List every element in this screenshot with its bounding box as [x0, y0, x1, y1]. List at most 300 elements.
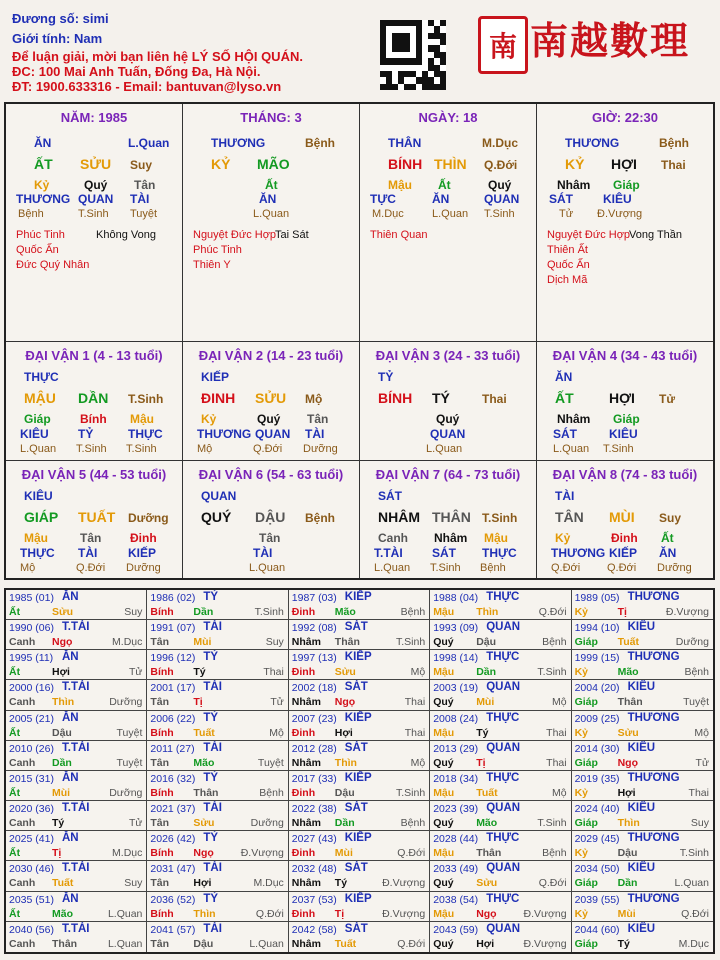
year-label: 2039 (55) [574, 893, 620, 906]
dai-van-hidden-stem: Kỷ [555, 531, 571, 545]
year-cell [6, 771, 147, 801]
dai-van-hidden-stage: L.Quan [20, 443, 57, 455]
year-branch: Thân [617, 696, 643, 709]
dai-van-stage: Dưỡng [128, 511, 169, 525]
year-god: T.TÀI [62, 621, 90, 634]
year-stem: Tân [150, 877, 170, 890]
year-branch: Thìn [52, 696, 75, 709]
dai-van-hidden-stage: T.Sinh [430, 562, 461, 574]
hidden-stem: Tân [134, 178, 156, 192]
year-branch: Ngọ [476, 907, 497, 920]
year-stem: Tân [150, 636, 170, 649]
dai-van-hidden-god: TÀI [305, 427, 325, 441]
year-cell [430, 741, 571, 771]
year-cell [430, 680, 571, 710]
special-star-right: Tai Sát [275, 229, 309, 241]
dai-van-stage: Mộ [305, 392, 323, 406]
year-label: 1993 (09) [433, 622, 479, 635]
year-cell [6, 831, 147, 861]
bazi-chart [4, 102, 715, 580]
year-stage: Suy [265, 636, 284, 649]
year-god: T.TÀI [62, 741, 90, 754]
year-label: 2002 (18) [291, 682, 337, 695]
year-stem: Canh [9, 696, 36, 709]
year-god: THỰC [486, 771, 520, 784]
dai-van-hidden-stem: Kỷ [201, 412, 217, 426]
year-stage: Mộ [410, 756, 426, 769]
year-stage: T.Sinh [396, 636, 426, 649]
dai-van-hidden-god: KIÊU [20, 427, 49, 441]
year-stem: Mậu [433, 666, 455, 679]
year-stem: Kỷ [574, 907, 589, 920]
year-cell [289, 711, 430, 741]
year-stage: Mộ [552, 786, 567, 799]
year-cell [289, 801, 430, 831]
dai-van-title: ĐẠI VẬN 3 (24 - 33 tuổi) [375, 348, 521, 363]
year-stem: Quý [433, 696, 454, 709]
dai-van-hidden-god: THỰC [482, 546, 517, 560]
year-cell [289, 650, 430, 680]
year-stage: L.Quan [107, 937, 143, 950]
year-label: 2015 (31) [9, 772, 54, 785]
dai-van-hidden-stem: Quý [436, 412, 460, 426]
dai-van-stage: T.Sinh [128, 392, 164, 406]
year-label: 2017 (33) [291, 772, 337, 785]
dai-van-title: ĐẠI VẬN 7 (64 - 73 tuổi) [375, 467, 521, 482]
year-branch: Dậu [52, 726, 72, 739]
year-god: TÀI [203, 621, 222, 634]
year-stage: Bệnh [400, 817, 426, 830]
dai-van-stage: Thai [482, 392, 507, 406]
year-cell [572, 892, 713, 922]
year-branch: Tuất [476, 786, 498, 799]
year-branch: Ngọ [193, 847, 214, 860]
dai-van-hidden-god: KIÊU [609, 427, 638, 441]
year-stage: Bệnh [542, 847, 567, 860]
year-stem: Canh [9, 636, 36, 649]
year-stage: Tuyệt [257, 756, 284, 769]
dai-van-hidden-stage: L.Quan [374, 562, 411, 574]
year-god: THƯƠNG [627, 651, 680, 664]
dai-van-title: ĐẠI VẬN 8 (74 - 83 tuổi) [552, 467, 698, 482]
hidden-god: SÁT [549, 192, 573, 206]
dai-van-stem: MẬU [24, 390, 56, 406]
year-stage: Suy [124, 877, 143, 890]
dai-van-hidden-stage: L.Quan [249, 562, 286, 574]
dai-van-branch: MÙI [609, 509, 635, 525]
year-stage: Thai [546, 756, 567, 769]
year-label: 2012 (28) [291, 742, 337, 755]
year-god: TÀI [203, 802, 222, 815]
dai-van-title: ĐẠI VẬN 1 (4 - 13 tuổi) [25, 348, 163, 363]
year-stage: Mộ [694, 726, 709, 739]
year-cell [147, 922, 288, 952]
year-stem: Canh [9, 817, 36, 830]
year-label: 2031 (47) [150, 863, 196, 876]
year-stem: Quý [433, 636, 454, 649]
year-branch: Tuất [52, 877, 74, 890]
dai-van-hidden-god: TÀI [253, 546, 273, 560]
dai-van-hidden-stage: Q.Đới [76, 562, 106, 574]
dai-van-hidden-god: T.TÀI [374, 546, 403, 560]
dai-van-branch: HỢI [609, 390, 635, 406]
pillar-title: NĂM: 1985 [60, 110, 128, 125]
dai-van-hidden-stem: Giáp [24, 412, 51, 426]
year-label: 1986 (02) [150, 592, 196, 604]
year-god: KIẾP [344, 832, 372, 845]
dai-van-stem: QUÝ [201, 509, 232, 525]
year-branch: Tuất [334, 937, 357, 950]
year-cell [147, 711, 288, 741]
special-star: Nguyệt Đức Hợp [547, 229, 631, 241]
year-stem: Giáp [574, 636, 598, 649]
year-branch: Tý [617, 937, 630, 950]
dai-van-stem: TÂN [555, 509, 584, 525]
year-god: QUAN [486, 922, 521, 935]
year-branch: Ngọ [334, 696, 356, 709]
year-label: 2038 (54) [433, 893, 479, 906]
year-label: 1992 (08) [291, 622, 337, 635]
year-branch: Mùi [617, 907, 636, 920]
year-cell [6, 620, 147, 650]
year-branch: Dần [476, 666, 497, 679]
year-branch: Dần [52, 756, 72, 769]
year-god: THỰC [486, 892, 520, 905]
hidden-stem: Giáp [613, 178, 640, 192]
year-branch: Dần [334, 817, 355, 830]
dai-van-god: THỰC [24, 370, 59, 384]
year-god: QUAN [486, 741, 521, 754]
year-branch: Ngọ [617, 756, 639, 769]
year-god: THƯƠNG [627, 832, 680, 845]
year-label: 2006 (22) [150, 712, 196, 725]
year-stage: Mộ [410, 666, 426, 679]
year-stem: Ất [9, 907, 21, 920]
year-branch: Thìn [193, 907, 216, 920]
year-stage: Dưỡng [109, 786, 143, 799]
year-label: 2036 (52) [150, 893, 196, 906]
year-god: TÀI [203, 862, 222, 875]
dai-van-hidden-stage: Dưỡng [657, 562, 692, 574]
year-stem: Quý [433, 756, 454, 769]
year-stem: Mậu [433, 907, 455, 920]
brand-logo: 南越數理 [530, 18, 691, 63]
dai-van-hidden-stem: Tân [80, 531, 102, 545]
year-stage: Q.Đới [538, 606, 567, 618]
year-stem: Đinh [291, 786, 316, 799]
year-label: 1994 (10) [574, 622, 620, 635]
year-god: KIÊU [627, 802, 656, 815]
year-god: T.TÀI [62, 681, 90, 694]
dai-van-stem: NHÂM [378, 509, 420, 525]
pillar-top-right: M.Dục [482, 136, 518, 150]
seal-stamp: 南 [478, 16, 528, 74]
year-cell [430, 590, 571, 620]
dai-van-hidden-stem: Nhâm [557, 412, 591, 426]
hidden-stem: Quý [84, 178, 108, 192]
hidden-stem: Quý [488, 178, 512, 192]
dai-van-hidden-stem: Tân [307, 412, 329, 426]
year-cell [430, 831, 571, 861]
hidden-god: KIÊU [603, 192, 632, 206]
year-cell [289, 922, 430, 952]
year-stage: Đ.Vượng [523, 937, 567, 950]
hidden-stem: Kỷ [34, 178, 50, 192]
year-stage: Bệnh [259, 786, 284, 799]
hidden-stage: L.Quan [432, 208, 469, 220]
year-stage: Tuyệt [116, 726, 143, 739]
dai-van-god: SÁT [378, 489, 402, 503]
year-stem: Kỷ [574, 606, 589, 618]
year-branch: Hợi [52, 666, 70, 679]
year-label: 2023 (39) [433, 803, 479, 816]
year-branch: Mão [476, 817, 498, 830]
year-stem: Bính [150, 847, 174, 860]
dai-van-cell [183, 342, 360, 461]
dai-van-branch: SỬU [255, 390, 287, 406]
year-branch: Tị [617, 606, 627, 618]
dai-van-hidden-stage: T.Sinh [603, 443, 634, 455]
year-label: 2005 (21) [9, 712, 54, 725]
year-branch: Sửu [334, 666, 356, 679]
dai-van-branch: DẬU [255, 509, 286, 525]
year-stem: Đinh [291, 606, 316, 618]
dai-van-hidden-stage: Q.Đới [551, 562, 581, 574]
special-star-right: Không Vong [96, 229, 156, 241]
year-stage: Tuyệt [116, 756, 143, 769]
year-cell [147, 892, 288, 922]
dai-van-hidden-god: KIẾP [128, 546, 157, 560]
pillar-stem-god: THƯƠNG [565, 136, 620, 150]
pillar-stem: KỶ [211, 156, 231, 172]
gender: Giới tính: Nam [12, 31, 103, 46]
pillar-stem: ẤT [34, 156, 53, 172]
year-stage: L.Quan [674, 877, 709, 890]
year-stage: Dưỡng [250, 817, 284, 830]
year-branch: Thìn [334, 756, 357, 769]
hidden-stage: Tử [559, 208, 574, 220]
pillar-cell [183, 104, 360, 342]
dai-van-stem: BÍNH [378, 390, 413, 406]
year-god: QUAN [486, 802, 521, 815]
year-branch: Thìn [617, 817, 640, 830]
year-stage: L.Quan [107, 907, 143, 920]
year-cell [572, 801, 713, 831]
dai-van-hidden-stage: L.Quan [553, 443, 590, 455]
dai-van-hidden-god: QUAN [255, 427, 291, 441]
dai-van-hidden-stem: Giáp [613, 412, 640, 426]
year-cell [289, 892, 430, 922]
pillar-branch: HỢI [611, 156, 637, 172]
year-stage: Đ.Vượng [665, 606, 709, 618]
year-cell [572, 922, 713, 952]
year-label: 2013 (29) [433, 742, 479, 755]
dai-van-hidden-stem: Đinh [611, 531, 638, 545]
year-stem: Nhâm [291, 636, 321, 649]
year-label: 2044 (60) [574, 923, 620, 936]
year-stem: Bính [150, 726, 174, 739]
year-label: 1990 (06) [9, 622, 54, 635]
year-cell [430, 711, 571, 741]
year-stage: Bệnh [684, 666, 709, 679]
year-god: ĂN [62, 711, 79, 724]
year-branch: Hợi [334, 726, 353, 739]
year-stem: Tân [150, 937, 170, 950]
year-stem: Giáp [574, 877, 598, 890]
year-branch: Tý [193, 666, 206, 679]
pillar-top-right: Bệnh [659, 136, 689, 150]
year-stage: M.Dục [112, 847, 143, 860]
pillar-title: NGÀY: 18 [418, 110, 478, 125]
pillar-branch: THÌN [434, 156, 467, 172]
year-label: 2011 (27) [150, 742, 195, 755]
year-god: ĂN [62, 832, 79, 845]
year-god: T.TÀI [62, 862, 90, 875]
special-star: Quốc Ấn [547, 259, 590, 271]
year-label: 2010 (26) [9, 742, 54, 755]
hidden-stem: Ất [265, 178, 278, 192]
year-god: SÁT [344, 621, 368, 634]
hidden-god: TÀI [130, 192, 150, 206]
year-stem: Ất [9, 606, 21, 618]
year-branch: Dần [193, 606, 214, 618]
year-stage: Đ.Vượng [382, 877, 426, 890]
contact-line: Để luận giải, mời bạn liên hệ LÝ SỐ HỘI QUÁN. [12, 49, 303, 64]
dai-van-title: ĐẠI VẬN 4 (34 - 43 tuổi) [552, 348, 698, 363]
year-stage: Q.Đới [681, 907, 709, 920]
year-stem: Canh [9, 877, 36, 890]
year-stem: Ất [9, 666, 21, 679]
hidden-god: ĂN [259, 192, 277, 206]
dai-van-title: ĐẠI VẬN 6 (54 - 63 tuổi) [198, 467, 344, 482]
dai-van-god: ĂN [555, 370, 573, 384]
dai-van-god: KIẾP [201, 370, 230, 384]
year-branch: Dậu [476, 636, 497, 649]
year-god: THƯƠNG [627, 711, 680, 724]
year-stage: Đ.Vượng [240, 847, 284, 860]
dai-van-hidden-stage: Dưỡng [126, 562, 161, 574]
year-stage: Bệnh [542, 636, 567, 649]
year-god: KIÊU [627, 621, 656, 634]
dai-van-branch: THÂN [432, 509, 471, 525]
year-god: QUAN [486, 621, 521, 634]
year-label: 1996 (12) [150, 652, 196, 665]
hidden-stage: T.Sinh [484, 208, 515, 220]
dai-van-cell [537, 461, 713, 578]
year-stem: Tân [150, 696, 170, 709]
year-stem: Kỷ [574, 726, 589, 739]
year-god: TỶ [203, 711, 219, 724]
year-label: 2033 (49) [433, 863, 479, 876]
year-stage: Thai [688, 786, 709, 799]
dai-van-hidden-stage: Mộ [197, 443, 213, 455]
year-stem: Mậu [433, 786, 455, 799]
year-label: 2032 (48) [291, 863, 337, 876]
hidden-stage: L.Quan [253, 208, 290, 220]
year-stage: Bệnh [400, 606, 426, 618]
dai-van-hidden-god: TÀI [78, 546, 98, 560]
year-stage: Dưỡng [109, 696, 143, 709]
year-label: 2028 (44) [433, 833, 479, 846]
year-label: 1995 (11) [9, 652, 54, 665]
hidden-stage: T.Sinh [78, 208, 109, 220]
year-god: KIẾP [344, 892, 372, 905]
year-label: 2022 (38) [291, 803, 337, 816]
dai-van-hidden-stem: Tân [259, 531, 281, 545]
year-cell [147, 831, 288, 861]
year-cell [289, 831, 430, 861]
year-stem: Đinh [291, 666, 316, 679]
dai-van-god: TÀI [555, 489, 575, 503]
year-stem: Nhâm [291, 937, 321, 950]
year-cell [6, 861, 147, 891]
dai-van-hidden-stage: Bệnh [480, 562, 506, 574]
year-god: TỶ [203, 651, 219, 664]
year-label: 2043 (59) [433, 923, 479, 936]
hidden-stage: Đ.Vượng [597, 208, 643, 220]
year-label: 2003 (19) [433, 682, 479, 695]
year-label: 2040 (56) [9, 923, 54, 936]
year-cell [147, 741, 288, 771]
year-label: 1985 (01) [9, 592, 54, 604]
year-label: 2007 (23) [291, 712, 337, 725]
header [0, 0, 720, 98]
pillar-stem-god: THÂN [388, 136, 422, 150]
year-cell [6, 590, 147, 620]
year-branch: Hợi [617, 786, 636, 799]
year-stem: Giáp [574, 696, 598, 709]
year-stem: Quý [433, 817, 454, 830]
dai-van-stem: ẤT [555, 390, 574, 406]
pillar-stage: Thai [661, 158, 686, 172]
year-stage: Suy [124, 606, 143, 618]
special-star: Thiên Ất [547, 244, 588, 256]
year-cell [430, 861, 571, 891]
year-cell [289, 620, 430, 650]
year-stage: Suy [690, 817, 709, 830]
year-stage: M.Dục [253, 877, 284, 890]
year-cell [430, 650, 571, 680]
year-cell [147, 680, 288, 710]
year-branch: Hợi [193, 877, 212, 890]
year-branch: Tý [52, 817, 65, 830]
year-god: SÁT [344, 862, 368, 875]
year-stem: Canh [9, 937, 36, 950]
year-branch: Mão [193, 756, 215, 769]
year-god: THƯƠNG [627, 591, 680, 603]
year-label: 1999 (15) [574, 652, 620, 665]
pillar-stage: Q.Đới [484, 158, 518, 172]
year-cell [6, 741, 147, 771]
dai-van-stage: Suy [659, 511, 682, 525]
dai-van-hidden-stage: T.Sinh [76, 443, 107, 455]
year-branch: Mùi [52, 786, 71, 799]
pillar-top-right: L.Quan [128, 136, 170, 150]
year-cell [6, 711, 147, 741]
year-stem: Ất [9, 786, 21, 799]
year-stem: Tân [150, 756, 170, 769]
dai-van-title: ĐẠI VẬN 2 (14 - 23 tuổi) [198, 348, 344, 363]
year-stage: L.Quan [249, 937, 284, 950]
pillar-cell [360, 104, 537, 342]
year-stem: Kỷ [574, 847, 589, 860]
dai-van-hidden-stage: L.Quan [426, 443, 463, 455]
year-god: SÁT [344, 681, 368, 694]
year-cell [289, 741, 430, 771]
pillar-title: GIỜ: 22:30 [591, 110, 658, 125]
pillar-stem-god: ĂN [34, 136, 52, 150]
dai-van-cell [360, 342, 537, 461]
